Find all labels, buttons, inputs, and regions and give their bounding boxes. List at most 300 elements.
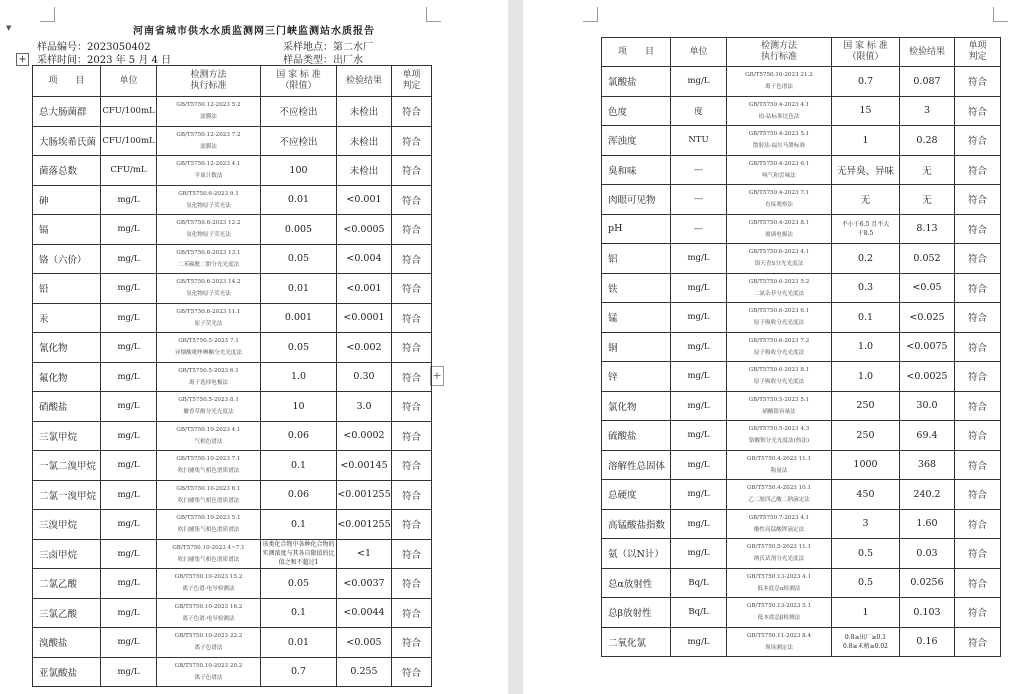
method-cell	[157, 362, 261, 392]
table-row	[602, 214, 1001, 244]
header-standard-line2: （限值）	[280, 81, 317, 91]
table-row	[33, 215, 432, 245]
judgement-cell: 符合	[955, 568, 1001, 598]
method-cell	[727, 598, 832, 628]
page-left	[0, 0, 508, 694]
item-name-cell: 汞	[33, 303, 101, 333]
standard-cell: 1.0	[832, 362, 900, 392]
header-judgement-line2: 判定	[402, 81, 421, 91]
item-name-cell: 硝酸盐	[33, 392, 101, 422]
standard-cell: 0.3	[832, 273, 900, 303]
result-cell: 0.103	[900, 598, 955, 628]
item-name-cell: 总大肠菌群	[33, 97, 101, 127]
judgement-cell: 符合	[392, 510, 432, 540]
judgement-cell: 符合	[392, 185, 432, 215]
result-cell: 0.16	[900, 627, 955, 657]
result-cell: <0.00145	[337, 451, 392, 481]
standard-cell: 0.05	[261, 244, 337, 274]
result-cell: 1.60	[900, 509, 955, 539]
unit-cell: ---	[671, 214, 727, 244]
method-cell	[727, 214, 832, 244]
judgement-cell: 符合	[392, 480, 432, 510]
judgement-cell: 符合	[392, 451, 432, 481]
method-standard-code: GB/T5750.4-2023 4.1	[748, 101, 810, 108]
standard-cell: 0.001	[261, 303, 337, 333]
method-cell	[727, 539, 832, 569]
table-row	[33, 333, 432, 363]
method-cell	[157, 510, 261, 540]
judgement-cell: 符合	[955, 96, 1001, 126]
judgement-cell: 符合	[392, 628, 432, 658]
header-method-line2: 执行标准	[190, 81, 227, 91]
judgement-cell: 符合	[955, 332, 1001, 362]
judgement-cell: 符合	[955, 627, 1001, 657]
standard-cell: 0.7	[261, 657, 337, 687]
method-name: 离子色谱-电导检测法	[182, 615, 235, 622]
judgement-cell: 符合	[955, 155, 1001, 185]
table-row	[33, 362, 432, 392]
method-standard-code: GB/T5750.4-2023 5.1	[748, 131, 810, 138]
method-standard-code: GB/T5750.12-2023 7.2	[176, 131, 241, 138]
method-cell	[157, 598, 261, 628]
quality-table-left	[32, 65, 432, 687]
result-cell: 0.255	[337, 657, 392, 687]
margin-corner-mark	[426, 7, 441, 22]
method-standard-code: GB/T5750.4-2023 10.1	[746, 485, 812, 492]
unit-cell: mg/L	[101, 480, 157, 510]
judgement-cell: 符合	[955, 185, 1001, 215]
header-standard-line1: 国 家 标 准	[276, 70, 321, 80]
method-name: 低本底总α检测法	[757, 585, 801, 592]
table-row	[33, 628, 432, 658]
header-method	[157, 66, 261, 97]
sample-time-label: 采样时间：	[37, 55, 87, 66]
table-row	[602, 391, 1001, 421]
result-cell: <0.05	[900, 273, 955, 303]
table-row	[33, 97, 432, 127]
method-name: 氢化物原子荧光法	[186, 232, 231, 239]
item-name-cell: 二氯乙酸	[33, 569, 101, 599]
method-cell	[157, 539, 261, 569]
result-cell: <0.0005	[337, 215, 392, 245]
method-cell	[727, 627, 832, 657]
standard-cell: 1000	[832, 450, 900, 480]
method-name: 吹扫捕集气相色谱质谱法	[177, 497, 240, 504]
unit-cell: CFU/mL	[101, 156, 157, 186]
method-name: 现场测定法	[765, 644, 793, 651]
header-judgement-line2: 判定	[968, 52, 987, 62]
method-standard-code: GB/T5750.5-2023 7.1	[178, 338, 239, 345]
table-row	[33, 657, 432, 687]
item-name-cell: pH	[602, 214, 671, 244]
margin-corner-mark	[993, 7, 1008, 22]
method-standard-code: GB/T5750.6-2023 13.1	[176, 249, 241, 256]
method-name: 吹扫捕集气相色谱质谱法	[177, 556, 240, 563]
table-row	[33, 510, 432, 540]
method-standard-code: GB/T5750.6-2023 11.1	[176, 308, 241, 315]
method-cell	[727, 67, 832, 97]
result-cell: 30.0	[900, 391, 955, 421]
item-name-cell: 铁	[602, 273, 671, 303]
item-name-cell: 氯化物	[602, 391, 671, 421]
method-standard-code: GB/T5750.13-2023 4.1	[746, 573, 812, 580]
method-cell	[157, 392, 261, 422]
result-cell: <0.001	[337, 274, 392, 304]
method-name: 嗅气和尝味法	[762, 172, 796, 179]
method-standard-code: GB/T5750.6-2023 7.2	[748, 337, 810, 344]
judgement-cell: 符合	[955, 480, 1001, 510]
header-judgement	[392, 66, 432, 97]
method-cell	[727, 480, 832, 510]
item-name-cell: 三卤甲烷	[33, 539, 101, 569]
method-name: 酸性高锰酸钾滴定法	[753, 526, 805, 533]
standard-cell: 10	[261, 392, 337, 422]
item-name-cell: 二氧化氯	[602, 627, 671, 657]
standard-cell: 0.05	[261, 333, 337, 363]
table-row	[33, 598, 432, 628]
table-row	[602, 598, 1001, 628]
unit-cell: mg/L	[671, 480, 727, 510]
unit-cell: mg/L	[101, 303, 157, 333]
method-name: 离子色谱法	[194, 674, 223, 681]
result-cell: 3.0	[337, 392, 392, 422]
result-cell: 无	[900, 185, 955, 215]
unit-cell: Bq/L	[671, 598, 727, 628]
standard-line2: 0.8≥末梢≥0.02	[843, 642, 888, 650]
judgement-cell: 符合	[955, 450, 1001, 480]
header-judgement	[955, 38, 1001, 67]
unit-cell: mg/L	[101, 392, 157, 422]
method-name: 玻璃电极法	[765, 231, 793, 238]
unit-cell: mg/L	[671, 273, 727, 303]
unit-cell: mg/L	[671, 539, 727, 569]
table-row	[33, 274, 432, 304]
method-standard-code: GB/T5750.4-2023 8.1	[748, 219, 810, 226]
standard-line2: 于8.5	[857, 229, 874, 237]
sample-type-value: 出厂水	[333, 55, 363, 66]
result-cell: 69.4	[900, 421, 955, 451]
table-row	[33, 480, 432, 510]
method-cell	[727, 126, 832, 156]
standard-cell: 0.06	[261, 480, 337, 510]
unit-cell: mg/L	[101, 451, 157, 481]
standard-cell: 250	[832, 391, 900, 421]
standard-cell: 0.7	[832, 67, 900, 97]
method-standard-code: GB/T5750.6-2023 4.1	[748, 249, 810, 256]
judgement-cell: 符合	[392, 362, 432, 392]
method-cell	[157, 97, 261, 127]
method-standard-code: GB/T5750.10-2023 21.2	[745, 72, 813, 79]
item-name-cell: 总β放射性	[602, 598, 671, 628]
table-body-right	[602, 67, 1001, 657]
standard-cell: 0.1	[261, 598, 337, 628]
method-standard-code: GB/T5750.10-2023 20.2	[174, 662, 243, 669]
judgement-cell: 符合	[392, 303, 432, 333]
item-name-cell: 二氯一溴甲烷	[33, 480, 101, 510]
method-cell	[157, 156, 261, 186]
sample-number-value: 2023050402	[87, 42, 151, 53]
standard-cell: 0.2	[832, 244, 900, 274]
unit-cell: mg/L	[101, 598, 157, 628]
method-cell	[157, 185, 261, 215]
method-cell	[727, 303, 832, 333]
method-cell	[727, 450, 832, 480]
result-cell: 0.03	[900, 539, 955, 569]
result-cell: <0.0002	[337, 421, 392, 451]
table-row	[602, 67, 1001, 97]
unit-cell: mg/L	[671, 509, 727, 539]
judgement-cell: 符合	[955, 539, 1001, 569]
method-standard-code: GB/T5750.5-2023 6.1	[178, 367, 239, 374]
judgement-cell: 符合	[392, 126, 432, 156]
unit-cell: mg/L	[101, 510, 157, 540]
method-cell	[157, 274, 261, 304]
table-row	[602, 244, 1001, 274]
method-standard-code: GB/T5750.10-2023 6.1	[176, 485, 241, 492]
result-cell: 8.13	[900, 214, 955, 244]
standard-cell	[832, 214, 900, 244]
method-name: 离子色谱法	[765, 84, 793, 91]
header-method-line2: 执行标准	[760, 52, 797, 62]
standard-cell: 0.01	[261, 628, 337, 658]
item-name-cell: 菌落总数	[33, 156, 101, 186]
method-standard-code: GB/T5750.10-2023 7.1	[176, 456, 241, 463]
unit-cell: mg/L	[101, 657, 157, 687]
result-cell: <0.0075	[900, 332, 955, 362]
method-name: 称量法	[770, 467, 788, 474]
method-cell	[727, 155, 832, 185]
sample-type	[283, 51, 363, 66]
method-name: 异烟酸吡唑啉酮分光光度法	[174, 350, 243, 357]
method-name: 二苯碳酰二肼分光光度法	[177, 261, 240, 268]
item-name-cell: 总硬度	[602, 480, 671, 510]
item-name-cell: 锌	[602, 362, 671, 392]
collapse-heading-icon[interactable]: ▼	[6, 24, 12, 32]
method-cell	[727, 568, 832, 598]
header-standard	[832, 38, 900, 67]
margin-corner-mark	[40, 7, 55, 22]
table-row	[602, 303, 1001, 333]
judgement-cell: 符合	[392, 657, 432, 687]
item-name-cell: 铝	[602, 244, 671, 274]
unit-cell: mg/L	[101, 569, 157, 599]
method-cell	[727, 391, 832, 421]
result-cell: <0.001255	[337, 480, 392, 510]
method-standard-code: GB/T5750.5-2023 5.1	[748, 396, 810, 403]
table-move-handle-icon[interactable]: +	[16, 53, 29, 66]
quality-table-right	[601, 37, 1001, 657]
standard-cell: 1.0	[261, 362, 337, 392]
method-name: 原子荧光法	[194, 320, 223, 327]
table-row	[602, 480, 1001, 510]
result-cell: <0.001	[337, 185, 392, 215]
judgement-cell: 符合	[392, 215, 432, 245]
result-cell: 368	[900, 450, 955, 480]
method-standard-code: GB/T5750.12-2023 4.1	[176, 161, 241, 168]
unit-cell: mg/L	[101, 185, 157, 215]
method-standard-code: GB/T5750.10-2023 5.1	[176, 515, 241, 522]
header-method-line1: 检测方法	[190, 70, 227, 80]
judgement-cell: 符合	[955, 421, 1001, 451]
method-name: 低本底总β检测法	[757, 615, 801, 622]
table-row	[602, 539, 1001, 569]
method-name: 离子选择电极法	[188, 379, 229, 386]
unit-cell: 度	[671, 96, 727, 126]
standard-line1: 0.8≥出厂≥0.1	[844, 633, 887, 641]
method-standard-code: GB/T5750.12-2023 5.2	[176, 102, 241, 109]
unit-cell: CFU/100mL	[101, 126, 157, 156]
judgement-cell: 符合	[955, 391, 1001, 421]
judgement-cell: 符合	[392, 598, 432, 628]
standard-cell: 0.05	[261, 569, 337, 599]
standard-cell: 0.1	[832, 303, 900, 333]
header-standard-line1: 国 家 标 准	[843, 41, 888, 51]
item-name-cell: 大肠埃希氏菌	[33, 126, 101, 156]
item-name-cell: 氯酸盐	[602, 67, 671, 97]
method-cell	[157, 657, 261, 687]
item-name-cell: 氰化物	[33, 333, 101, 363]
header-item: 项 目	[33, 66, 101, 97]
method-standard-code: GB/T5750.7-2023 4.1	[748, 514, 810, 521]
judgement-cell: 符合	[392, 156, 432, 186]
header-judgement-line1: 单项	[968, 41, 987, 51]
table-row	[33, 451, 432, 481]
unit-cell: mg/L	[671, 303, 727, 333]
result-cell: <0.005	[337, 628, 392, 658]
method-standard-code: GB/T5750.11-2023 8.4	[746, 632, 812, 639]
method-name: 二氮杂菲分光光度法	[753, 290, 805, 297]
table-row	[602, 126, 1001, 156]
method-standard-code: GB/T5750.10-2023 4~7.1	[172, 544, 245, 551]
standard-cell: 0.5	[832, 539, 900, 569]
item-name-cell: 溴酸盐	[33, 628, 101, 658]
sample-time-value: 2023 年 5 月 4 日	[87, 55, 172, 66]
header-item: 项 目	[602, 38, 671, 67]
method-standard-code: GB/T5750.6-2023 9.1	[178, 190, 239, 197]
method-name: 气相色谱法	[194, 438, 223, 445]
table-row	[602, 273, 1001, 303]
result-cell: 0.0256	[900, 568, 955, 598]
table-row	[33, 244, 432, 274]
unit-cell: mg/L	[101, 362, 157, 392]
header-result: 检验结果	[337, 66, 392, 97]
judgement-cell: 符合	[955, 244, 1001, 274]
item-name-cell: 三溴甲烷	[33, 510, 101, 540]
method-name: 铬天青S分光光度法	[754, 261, 804, 268]
item-name-cell: 三氯甲烷	[33, 421, 101, 451]
result-cell: 0.28	[900, 126, 955, 156]
table-row	[33, 421, 432, 451]
method-standard-code: GB/T5750.5-2023 4.3	[748, 426, 810, 433]
method-standard-code: GB/T5750.10-2023 4.1	[176, 426, 241, 433]
result-cell: 0.087	[900, 67, 955, 97]
unit-cell: CFU/100mL	[101, 97, 157, 127]
method-standard-code: GB/T5750.6-2023 8.1	[748, 367, 810, 374]
standard-cell: 1.0	[832, 332, 900, 362]
judgement-cell: 符合	[392, 333, 432, 363]
result-cell: <0.0001	[337, 303, 392, 333]
table-row	[33, 303, 432, 333]
unit-cell: mg/L	[101, 215, 157, 245]
sample-site-label: 采样地点：	[283, 42, 333, 53]
unit-cell: mg/L	[101, 539, 157, 569]
standard-cell: 100	[261, 156, 337, 186]
result-cell: <1	[337, 539, 392, 569]
item-name-cell: 三氯乙酸	[33, 598, 101, 628]
table-header-row	[33, 66, 432, 97]
item-name-cell: 高锰酸盐指数	[602, 509, 671, 539]
method-name: 氢化物原子荧光法	[186, 291, 231, 298]
item-name-cell: 一氯二溴甲烷	[33, 451, 101, 481]
standard-cell: 0.005	[261, 215, 337, 245]
method-cell	[727, 362, 832, 392]
method-standard-code: GB/T5750.4-2023 11.1	[746, 455, 812, 462]
item-name-cell: 砷	[33, 185, 101, 215]
judgement-cell: 符合	[392, 274, 432, 304]
method-cell	[727, 273, 832, 303]
header-method-line1: 检测方法	[760, 41, 797, 51]
header-judgement-line1: 单项	[402, 70, 421, 80]
table-row	[33, 126, 432, 156]
item-name-cell: 氨（以N计）	[602, 539, 671, 569]
item-name-cell: 溶解性总固体	[602, 450, 671, 480]
method-standard-code: GB/T5750.10-2023 22.2	[174, 633, 243, 640]
table-row	[602, 362, 1001, 392]
result-cell: <0.001255	[337, 510, 392, 540]
unit-cell: mg/L	[671, 244, 727, 274]
item-name-cell: 锰	[602, 303, 671, 333]
method-cell	[157, 628, 261, 658]
method-name: 乙二胺四乙酸二钠滴定法	[748, 497, 810, 504]
header-standard-line2: （限值）	[847, 52, 884, 62]
item-name-cell: 亚氯酸盐	[33, 657, 101, 687]
item-name-cell: 肉眼可见物	[602, 185, 671, 215]
header-unit: 单位	[101, 66, 157, 97]
method-cell	[157, 421, 261, 451]
add-column-handle-icon[interactable]: +	[430, 366, 444, 386]
judgement-cell: 符合	[955, 598, 1001, 628]
standard-cell	[832, 627, 900, 657]
method-name: 平皿计数法	[194, 173, 223, 180]
method-name: 硝酸银容量法	[762, 408, 796, 415]
unit-cell: ---	[671, 185, 727, 215]
sample-number-label: 样品编号：	[37, 42, 87, 53]
standard-cell: 0.1	[261, 510, 337, 540]
standard-cell: 0.5	[832, 568, 900, 598]
margin-corner-mark	[583, 7, 598, 22]
method-cell	[157, 303, 261, 333]
sample-site-value: 第二水厂	[333, 42, 373, 53]
result-cell: 3	[900, 96, 955, 126]
table-row	[602, 155, 1001, 185]
method-standard-code: GB/T5750.5-2023 11.1	[746, 544, 812, 551]
result-cell: <0.004	[337, 244, 392, 274]
page-right	[523, 0, 1028, 694]
standard-cell: 0.01	[261, 185, 337, 215]
unit-cell: ---	[671, 155, 727, 185]
standard-cell: 不应检出	[261, 126, 337, 156]
method-cell	[157, 451, 261, 481]
result-cell: 未检出	[337, 126, 392, 156]
unit-cell: NTU	[671, 126, 727, 156]
unit-cell: mg/L	[101, 333, 157, 363]
method-cell	[727, 185, 832, 215]
method-cell	[157, 215, 261, 245]
result-cell: 未检出	[337, 156, 392, 186]
item-name-cell: 总α放射性	[602, 568, 671, 598]
judgement-cell: 符合	[955, 67, 1001, 97]
method-standard-code: GB/T5750.6-2023 5.2	[748, 278, 810, 285]
